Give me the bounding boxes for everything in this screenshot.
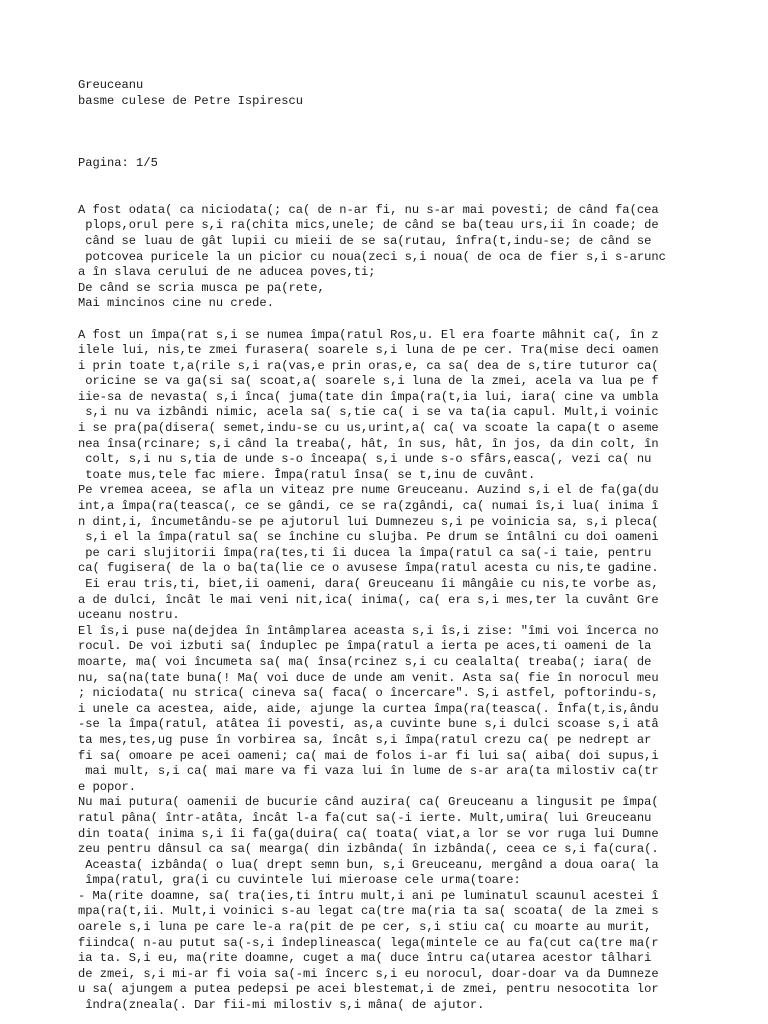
text-line: ia ta. S,i eu, ma(rite doamne, cuget a ma( duce întru ca(utarea acestor tâlhari <box>78 951 652 966</box>
text-line: Nu mai putura( oamenii de bucurie când auzira( ca( Greuceanu a lingusit pe împa( <box>78 795 659 810</box>
text-line: Pe vremea aceea, se afla un viteaz pre nume Greuceanu. Auzind s,i el de fa(ga(du <box>78 483 659 498</box>
text-line: uceanu nostru. <box>78 608 180 623</box>
text-line: pe cari slujitorii împa(ra(tes,ti îi ducea la împa(ratul ca sa(-i taie, pentru <box>78 545 652 560</box>
text-line: oricine se va ga(si sa( scoat,a( soarele s,i luna de la zmei, acela va lua pe f <box>78 374 659 389</box>
text-line: din toata( inima s,i îi fa(ga(duira( ca( toata( viat,a lor se vor ruga lui Dumne <box>78 826 659 841</box>
text-line: toate mus,tele fac miere. Împa(ratul însa( se t,inu de cuvânt. <box>78 467 536 482</box>
text-line: Aceasta( izbânda( o lua( drept semn bun, s,i Greuceanu, mergând a doua oara( la <box>78 857 659 872</box>
text-line: El îs,i puse na(dejdea în întâmplarea aceasta s,i îs,i zise: "îmi voi încerca no <box>78 623 659 638</box>
text-line: n dint,i, încumetându-se pe ajutorul lui Dumnezeu s,i pe voinicia sa, s,i pleca( <box>78 514 659 529</box>
text-line: int,a împa(ra(teasca(, ce se gândi, ce se ra(zgândi, ca( numai îs,i lua( inima î <box>78 499 659 514</box>
document-page <box>78 78 758 1014</box>
text-line: i unele ca acestea, aide, aide, ajunge la curtea împa(ra(teasca(. Înfa(t,is,ându <box>78 701 659 716</box>
text-line: îndra(zneala(. Dar fii-mi milostiv s,i mâna( de ajutor. <box>78 998 485 1013</box>
text-line: ilele lui, nis,te zmei furasera( soarele s,i luna de pe cer. Tra(mise deci oamen <box>78 343 659 358</box>
text-line: oarele s,i luna pe care le-a ra(pit de pe cer, s,i stiu ca( cu moarte au murit, <box>78 920 652 935</box>
text-line: ; niciodata( nu strica( cineva sa( faca( o încercare". S,i astfel, poftorindu-s, <box>78 686 659 701</box>
text-line: u sa( ajungem a putea pedepsi pe acei blestemat,i de zmei, pentru nesocotita lor <box>78 982 659 997</box>
text-line: nea însa(rcinare; s,i când la treaba(, hât, în sus, hât, în jos, da din colt, în <box>78 436 659 451</box>
text-line: e popor. <box>78 779 137 794</box>
text-line: s,i el la împa(ratul sa( se închine cu slujba. Pe drum se întâlni cu doi oameni <box>78 530 659 545</box>
text-line: De când se scria musca pe pa(rete, <box>78 280 325 295</box>
text-line: -se la împa(ratul, atâtea îi povesti, as,a cuvinte bune s,i dulci scoase s,i atâ <box>78 717 659 732</box>
text-line: Mai mincinos cine nu crede. <box>78 296 274 311</box>
text-line: fi sa( omoare pe acei oameni; ca( mai de folos i-ar fi lui sa( aiba( doi supus,i <box>78 748 659 763</box>
text-line: de zmei, s,i mi-ar fi voia sa(-mi încerc s,i eu norocul, doar-doar va da Dumneze <box>78 966 659 981</box>
text-line: când se luau de gât lupii cu mieii de se sa(rutau, înfra(t,indu-se; de când se <box>78 233 652 248</box>
text-line: potcovea puricele la un picior cu noua(zeci s,i noua( de oca de fier s,i s-arunc <box>78 249 666 264</box>
paragraph <box>78 203 758 312</box>
text-line: rocul. De voi izbuti sa( înduplec pe împa(ratul a ierta pe aces,ti oameni de la <box>78 639 652 654</box>
text-line: nu, sa(na(tate buna(! Ma( voi duce de unde am venit. Asta sa( fie în norocul meu <box>78 670 659 685</box>
text-line: i prin toate t,a(rile s,i ra(vas,e prin oras,e, ca sa( dea de s,tire tuturor ca( <box>78 358 659 373</box>
text-line: plops,orul pere s,i ra(chita mics,unele; de când se ba(teau urs,ii în coade; de <box>78 218 659 233</box>
paragraph <box>78 328 758 1014</box>
text-line: împa(ratul, gra(i cu cuvintele lui mieroase cele urma(toare: <box>78 873 521 888</box>
text-line: ta mes,tes,ug puse în vorbirea sa, încât s,i împa(ratul crezu ca( pe nedrept ar <box>78 732 652 747</box>
text-line: s,i nu va izbândi nimic, acela sa( s,tie ca( i se va ta(ia capul. Mult,i voinic <box>78 405 659 420</box>
document-body <box>78 203 758 1014</box>
text-line: A fost odata( ca niciodata(; ca( de n-ar fi, nu s-ar mai povesti; de când fa(cea <box>78 202 659 217</box>
text-line: moarte, ma( voi încumeta sa( ma( însa(rcinez s,i cu cealalta( treaba(; iara( de <box>78 654 652 669</box>
text-line: a de dulci, încât le mai veni nit,ica( inima(, ca( era s,i mes,ter la cuvânt Gre <box>78 592 659 607</box>
text-line: mai mult, s,i ca( mai mare va fi vaza lui în lume de s-ar ara(ta milostiv ca(tr <box>78 764 659 779</box>
text-line: colt, s,i nu s,tia de unde s-o înceapa( s,i unde s-o sfârs,easca(, vezi ca( nu <box>78 452 652 467</box>
text-line: ratul pâna( într-atâta, încât l-a fa(cut sa(-i ierte. Mult,umira( lui Greuceanu <box>78 810 652 825</box>
document-subtitle: basme culese de Petre Ispirescu <box>78 93 303 108</box>
text-line: iie-sa de nevasta( s,i înca( juma(tate din împa(ra(t,ia lui, iara( cine va umbla <box>78 389 659 404</box>
text-line: A fost un împa(rat s,i se numea împa(ratul Ros,u. El era foarte mâhnit ca(, în z <box>78 327 659 342</box>
text-line: Ei erau tris,ti, biet,ii oameni, dara( Greuceanu îi mângâie cu nis,te vorbe as, <box>78 577 659 591</box>
document-header <box>78 78 758 109</box>
text-line: ca( fugisera( de la o ba(ta(lie ce o avusese împa(ratul acesta cu nis,te gadine. <box>78 561 659 576</box>
text-line: a în slava cerului de ne aducea poves,ti; <box>78 265 376 280</box>
text-line: i se pra(pa(disera( semet,indu-se cu us,urint,a( ca( va scoate la capa(t o aseme <box>78 421 659 436</box>
text-line: fiindca( n-au putut sa(-s,i îndeplineasca( lega(mintele ce au fa(cut ca(tre ma(r <box>78 935 659 950</box>
text-line: mpa(ra(t,ii. Mult,i voinici s-au legat ca(tre ma(ria ta sa( scoata( de la zmei s <box>78 904 659 919</box>
document-title: Greuceanu <box>78 78 144 92</box>
page-number: Pagina: 1/5 <box>78 155 158 170</box>
text-line: zeu pentru dânsul ca sa( mearga( din izbânda( în izbânda(, ceea ce s,i fa(cura(. <box>78 842 659 857</box>
text-line: - Ma(rite doamne, sa( tra(ies,ti întru mult,i ani pe luminatul scaunul acestei î <box>78 888 659 903</box>
